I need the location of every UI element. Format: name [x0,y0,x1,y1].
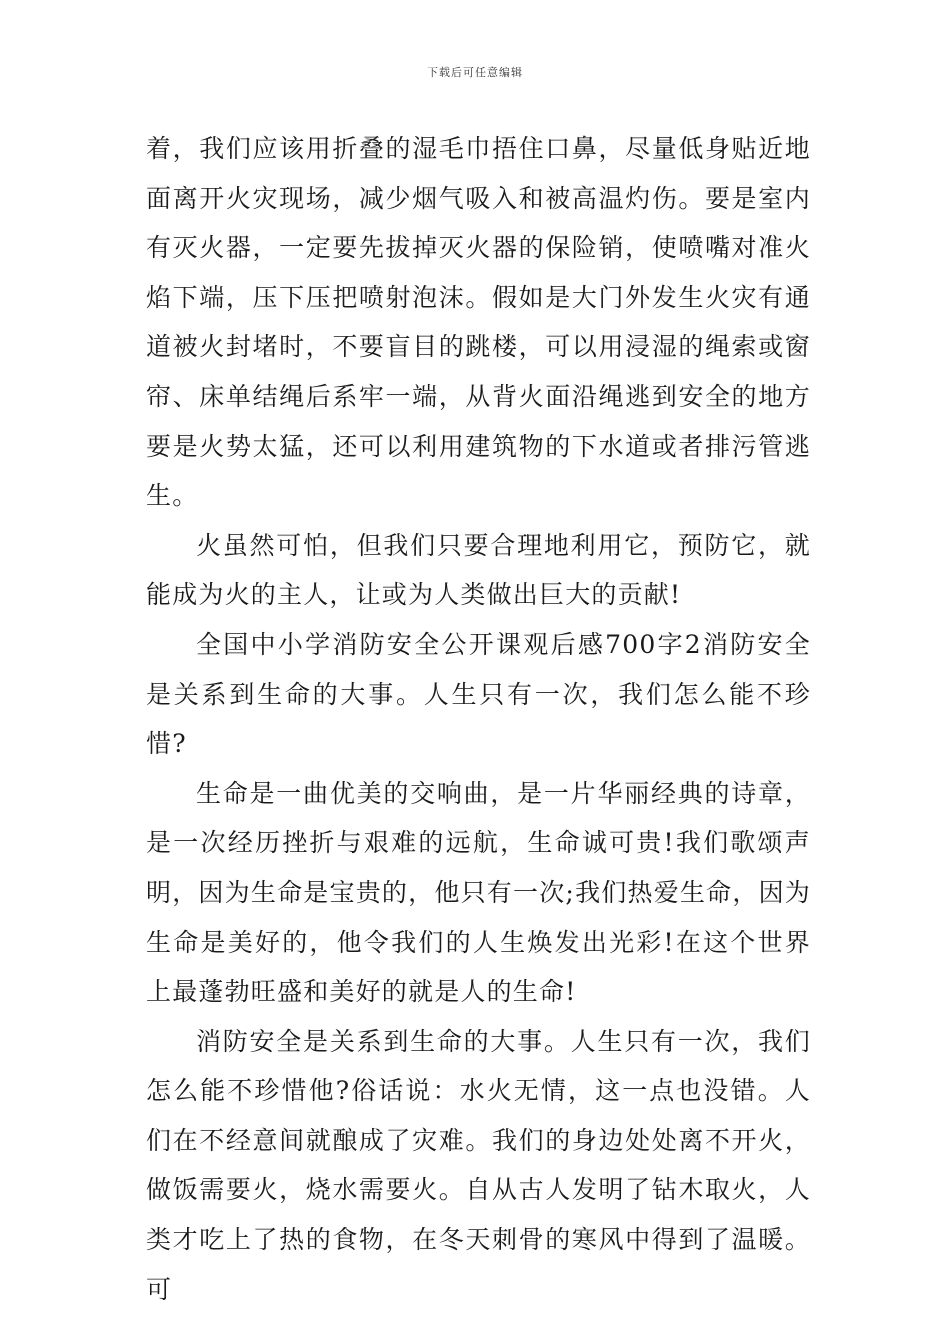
paragraph-4: 生命是一曲优美的交响曲，是一片华丽经典的诗章，是一次经历挫折与艰难的远航，生命诚可贵!我们歌颂声明，因为生命是宝贵的，他只有一次;我们热爱生命，因为生命是美好的，他令我们的人生焕发出光彩!在这个世界上最蓬勃旺盛和美好的就是人的生命! [146,778,811,1007]
paragraph-1: 着，我们应该用折叠的湿毛巾捂住口鼻，尽量低身贴近地面离开火灾现场，减少烟气吸入和被高温灼伤。要是室内有灭火器，一定要先拔掉灭火器的保险销，使喷嘴对准火焰下端，压下压把喷射泡沫。假如是大门外发生火灾有通道被火封堵时，不要盲目的跳楼，可以用浸湿的绳索或窗帘、床单结绳后系牢一端，从背火面沿绳逃到安全的地方要是火势太猛，还可以利用建筑物的下水道或者排污管逃生。 [146,134,811,511]
paragraph-3: 全国中小学消防安全公开课观后感700字2消防安全是关系到生命的大事。人生只有一次，我们怎么能不珍惜? [146,629,811,759]
paragraph-2: 火虽然可怕，但我们只要合理地利用它，预防它，就能成为火的主人，让或为人类做出巨大的贡献! [146,530,811,610]
paragraph-5: 消防安全是关系到生命的大事。人生只有一次，我们怎么能不珍惜他?俗话说：水火无情，这一点也没错。人们在不经意间就酿成了灾难。我们的身边处处离不开火，做饭需要火，烧水需要火。自从古人发明了钻木取火，人类才吃上了热的食物，在冬天刺骨的寒风中得到了温暖。可 [146,1026,811,1304]
document-body [146,124,811,1314]
page-header: 下载后可任意编辑 [427,66,523,79]
